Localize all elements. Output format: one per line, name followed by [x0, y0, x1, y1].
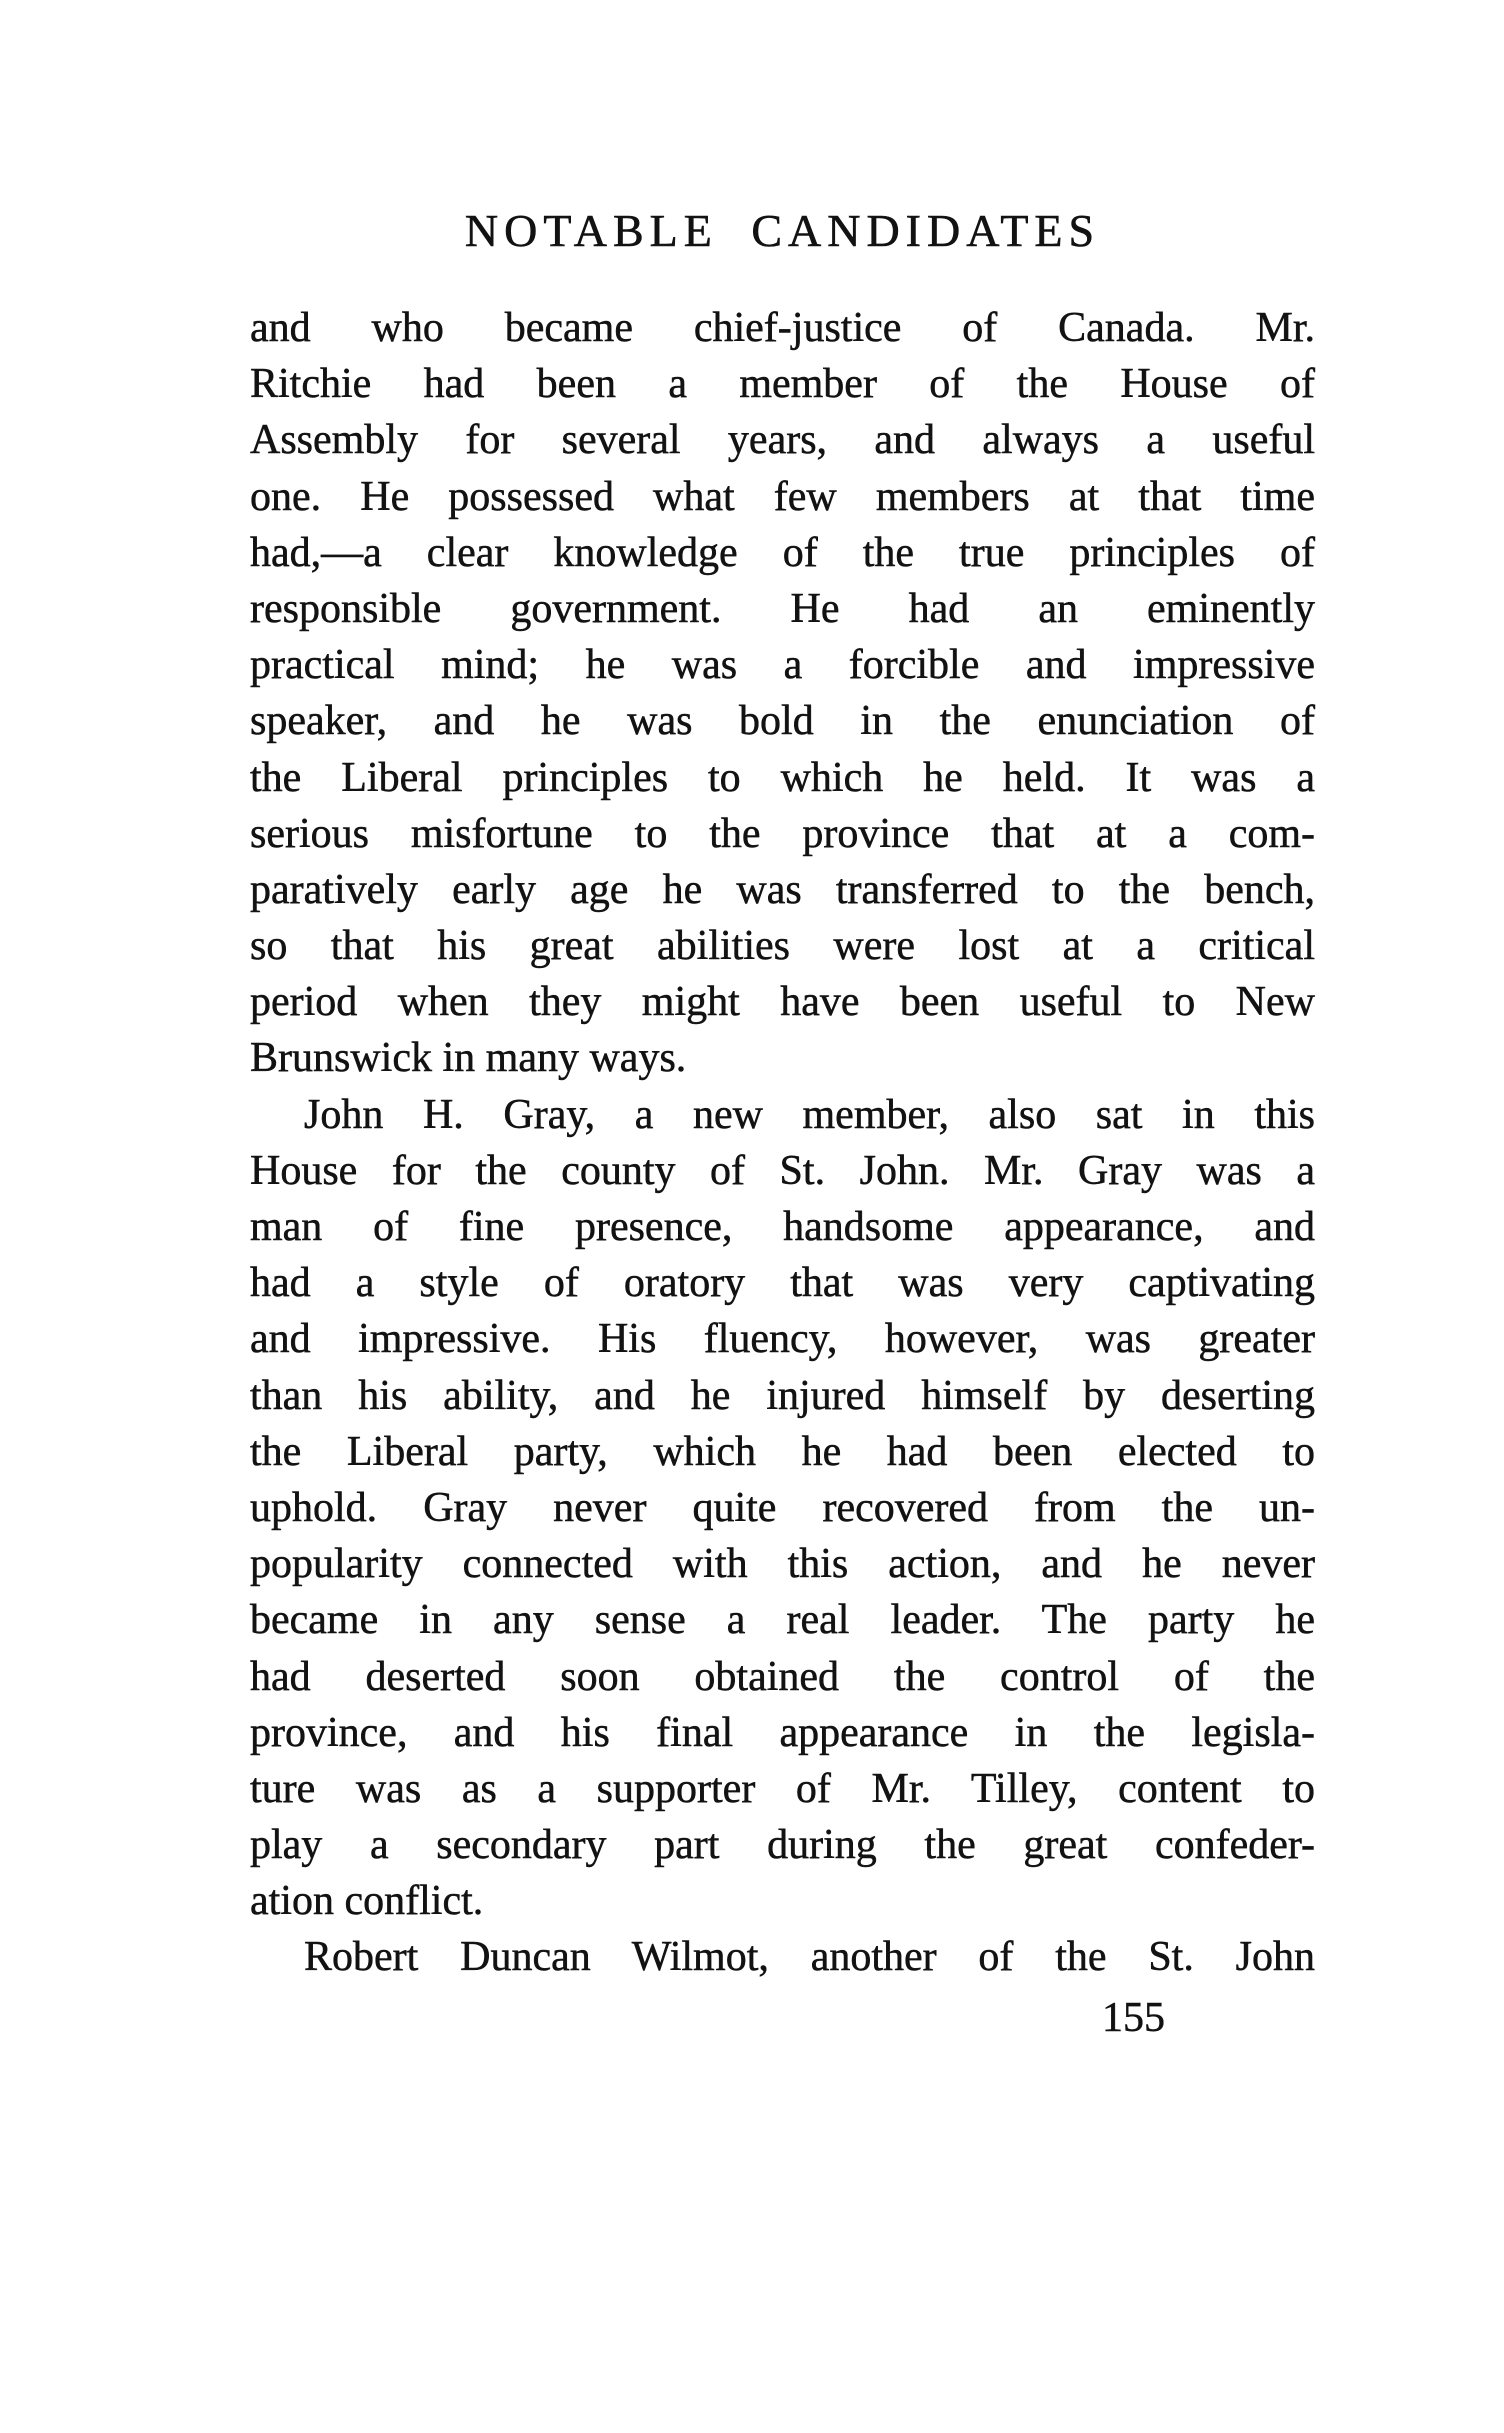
text-line: the Liberal party, which he had been elected to	[250, 1428, 1315, 1475]
text-line: practical mind; he was a forcible and impressive	[250, 642, 1315, 689]
text-line: play a secondary part during the great confeder-	[250, 1822, 1315, 1869]
page-number: 155	[1102, 1995, 1165, 2041]
text-line: ture was as a supporter of Mr. Tilley, content to	[250, 1765, 1315, 1812]
text-line: the Liberal principles to which he held. It was a	[250, 754, 1315, 801]
body-text	[250, 300, 1315, 1986]
text-line: Robert Duncan Wilmot, another of the St. John	[304, 1934, 1315, 1981]
text-line: became in any sense a real leader. The party he	[250, 1597, 1315, 1644]
text-line: province, and his final appearance in the legisla-	[250, 1709, 1315, 1756]
text-line: and impressive. His fluency, however, was greater	[250, 1316, 1315, 1363]
text-line: Ritchie had been a member of the House of	[250, 361, 1315, 408]
text-line: Assembly for several years, and always a useful	[250, 417, 1315, 464]
text-line: popularity connected with this action, and he never	[250, 1541, 1315, 1588]
text-line: had,—a clear knowledge of the true principles of	[250, 529, 1315, 576]
text-line: period when they might have been useful to New	[250, 979, 1315, 1026]
text-line: man of fine presence, handsome appearance, and	[250, 1204, 1315, 1250]
text-line: ation conflict.	[250, 1878, 484, 1925]
text-line: so that his great abilities were lost at a critical	[250, 923, 1315, 970]
text-line: serious misfortune to the province that at a com-	[250, 810, 1315, 857]
text-line: Brunswick in many ways.	[250, 1035, 687, 1082]
text-line: had deserted soon obtained the control of the	[250, 1653, 1315, 1700]
text-line: responsible government. He had an eminently	[250, 585, 1315, 632]
text-line: had a style of oratory that was very captivating	[250, 1260, 1315, 1307]
text-line: than his ability, and he injured himself by deserting	[250, 1372, 1315, 1419]
text-line: House for the county of St. John. Mr. Gray was a	[250, 1147, 1315, 1194]
text-line: paratively early age he was transferred to the bench,	[250, 866, 1315, 913]
text-line: speaker, and he was bold in the enunciation of	[250, 698, 1315, 745]
text-line: one. He possessed what few members at that time	[250, 473, 1315, 520]
text-line: and who became chief-justice of Canada. Mr.	[250, 305, 1315, 351]
text-column	[250, 0, 1315, 2433]
text-line: John H. Gray, a new member, also sat in this	[304, 1091, 1315, 1138]
text-line: uphold. Gray never quite recovered from the un-	[250, 1484, 1315, 1531]
page-title: NOTABLE CANDIDATES	[464, 205, 1101, 256]
